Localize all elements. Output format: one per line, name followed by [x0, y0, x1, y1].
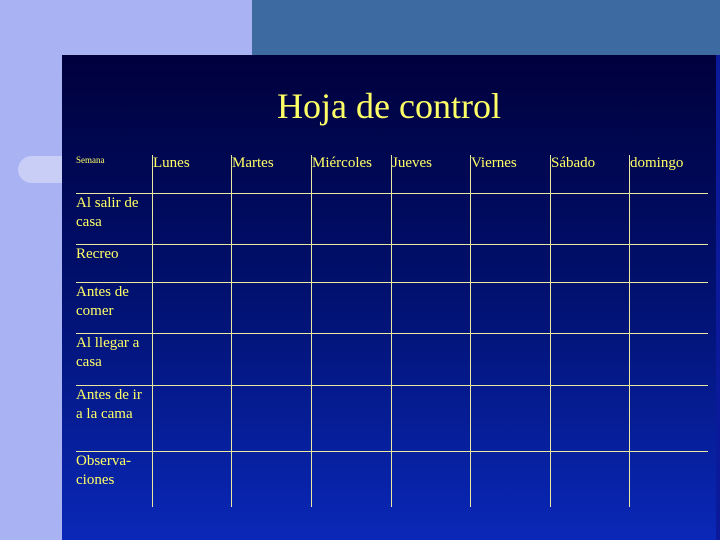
table-cell: [471, 385, 551, 451]
table-cell: [471, 333, 551, 385]
day-header: Martes: [232, 155, 312, 193]
table-cell: [630, 244, 709, 282]
table-cell: [153, 282, 232, 333]
day-header: Jueves: [392, 155, 471, 193]
table-cell: [312, 333, 392, 385]
table-cell: [471, 451, 551, 507]
table-cell: [630, 282, 709, 333]
table-row: [76, 451, 708, 507]
table-cell: [312, 193, 392, 244]
table-cell: [392, 333, 471, 385]
row-label: Recreo: [76, 244, 153, 282]
table-cell: [232, 193, 312, 244]
table-cell: [153, 385, 232, 451]
table-cell: [630, 193, 709, 244]
table-cell: [392, 385, 471, 451]
table-cell: [232, 282, 312, 333]
control-table: [76, 155, 708, 507]
day-header: Sábado: [551, 155, 630, 193]
day-header: Lunes: [153, 155, 232, 193]
table-cell: [471, 282, 551, 333]
table-cell: [551, 244, 630, 282]
table-header-row: [76, 155, 708, 193]
row-label: Antes de comer: [76, 282, 153, 333]
table-cell: [153, 193, 232, 244]
table-row: [76, 282, 708, 333]
table-cell: [232, 451, 312, 507]
table-cell: [232, 244, 312, 282]
table-cell: [630, 333, 709, 385]
table-cell: [312, 244, 392, 282]
day-header: Viernes: [471, 155, 551, 193]
table-cell: [392, 282, 471, 333]
table-cell: [312, 282, 392, 333]
table-cell: [153, 333, 232, 385]
table-cell: [471, 244, 551, 282]
slide-right-edge: [716, 55, 720, 540]
table-cell: [232, 333, 312, 385]
day-header: domingo: [630, 155, 709, 193]
row-label: Antes de ir a la cama: [76, 385, 153, 451]
slide: [62, 55, 716, 540]
table-cell: [153, 244, 232, 282]
table-cell: [551, 193, 630, 244]
week-label: Semana: [76, 155, 105, 165]
table-cell: [312, 385, 392, 451]
table-cell: [551, 282, 630, 333]
table-cell: [232, 385, 312, 451]
table-row: [76, 193, 708, 244]
table-row: [76, 244, 708, 282]
table-row: [76, 333, 708, 385]
table-cell: [551, 451, 630, 507]
table-cell: [392, 451, 471, 507]
row-label: Al salir de casa: [76, 193, 153, 244]
table-cell: [392, 193, 471, 244]
table-cell: [312, 451, 392, 507]
table-cell: [551, 385, 630, 451]
table-cell: [551, 333, 630, 385]
decorative-top-bar: [252, 0, 720, 55]
slide-title: Hoja de control: [277, 86, 501, 126]
row-label: Al llegar a casa: [76, 333, 153, 385]
table-cell: [471, 193, 551, 244]
table-row: [76, 385, 708, 451]
table-cell: [630, 451, 709, 507]
row-label: Observa-ciones: [76, 451, 153, 507]
table-cell: [630, 385, 709, 451]
table-cell: [153, 451, 232, 507]
day-header: Miércoles: [312, 155, 392, 193]
table-cell: [392, 244, 471, 282]
